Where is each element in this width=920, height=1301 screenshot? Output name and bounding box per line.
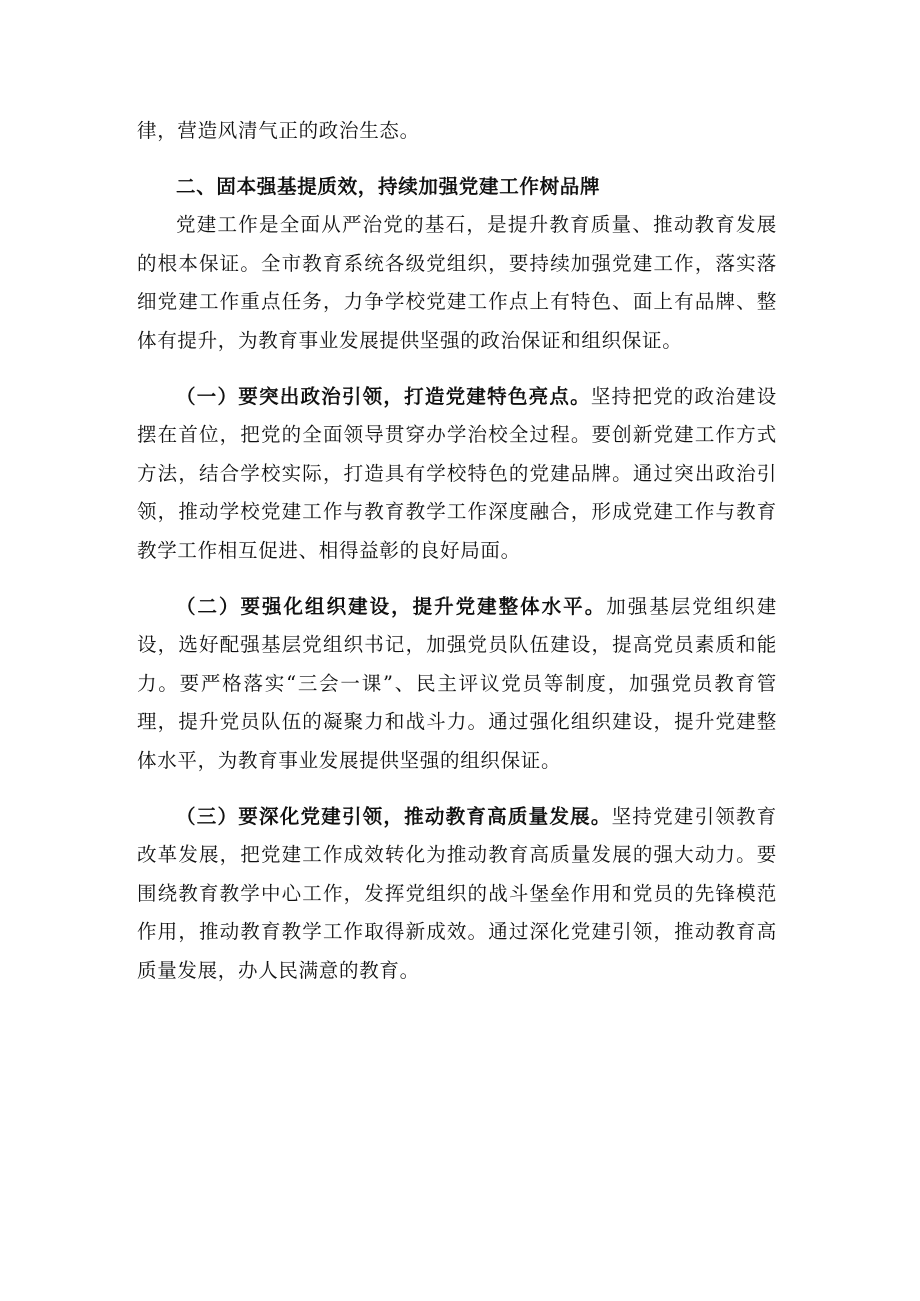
item-2-lead: （二）要强化组织建设，提升党建整体水平。 xyxy=(176,594,607,618)
item-2-body: 加强基层党组织建设，选好配强基层党组织书记，加强党员队伍建设，提高党员素质和能力。要严格落实“三会一课”、民主评议党员等制度，加强党员教育管理，提升党员队伍的凝聚力和战斗力。通过强化组织建设，提升党建整体水平，为教育事业发展提供坚强的组织保证。 xyxy=(137,594,777,772)
item-3-lead: （三）要深化党建引领，推动教育高质量发展。 xyxy=(176,804,612,828)
paragraph-item-3 xyxy=(137,798,777,991)
item-1-body: 坚持把党的政治建设摆在首位，把党的全面领导贯穿办学治校全过程。要创新党建工作方式方法，结合学校实际，打造具有学校特色的党建品牌。通过突出政治引领，推动学校党建工作与教育教学工作深度融合，形成党建工作与教育教学工作相互促进、相得益彰的良好局面。 xyxy=(137,384,777,562)
item-1-lead: （一）要突出政治引领，打造党建特色亮点。 xyxy=(176,384,591,408)
paragraph-continuation: 律，营造风清气正的政治生态。 xyxy=(137,119,420,142)
paragraph-item-1 xyxy=(137,378,777,571)
section-heading: 二、固本强基提质效，持续加强党建工作树品牌 xyxy=(176,174,601,198)
item-3-body: 坚持党建引领教育改革发展，把党建工作成效转化为推动教育高质量发展的强大动力。要围绕教育教学中心工作，发挥党组织的战斗堡垒作用和党员的先锋模范作用，推动教育教学工作取得新成效。通过深化党建引领，推动教育高质量发展，办人民满意的教育。 xyxy=(137,804,777,982)
document-page xyxy=(137,112,777,990)
paragraph-item-2 xyxy=(137,588,777,781)
paragraph-intro: 党建工作是全面从严治党的基石，是提升教育质量、推动教育发展的根本保证。全市教育系统各级党组织，要持续加强党建工作，落实落细党建工作重点任务，力争学校党建工作点上有特色、面上有品牌、整体有提升，为教育事业发展提供坚强的政治保证和组织保证。 xyxy=(137,213,777,352)
